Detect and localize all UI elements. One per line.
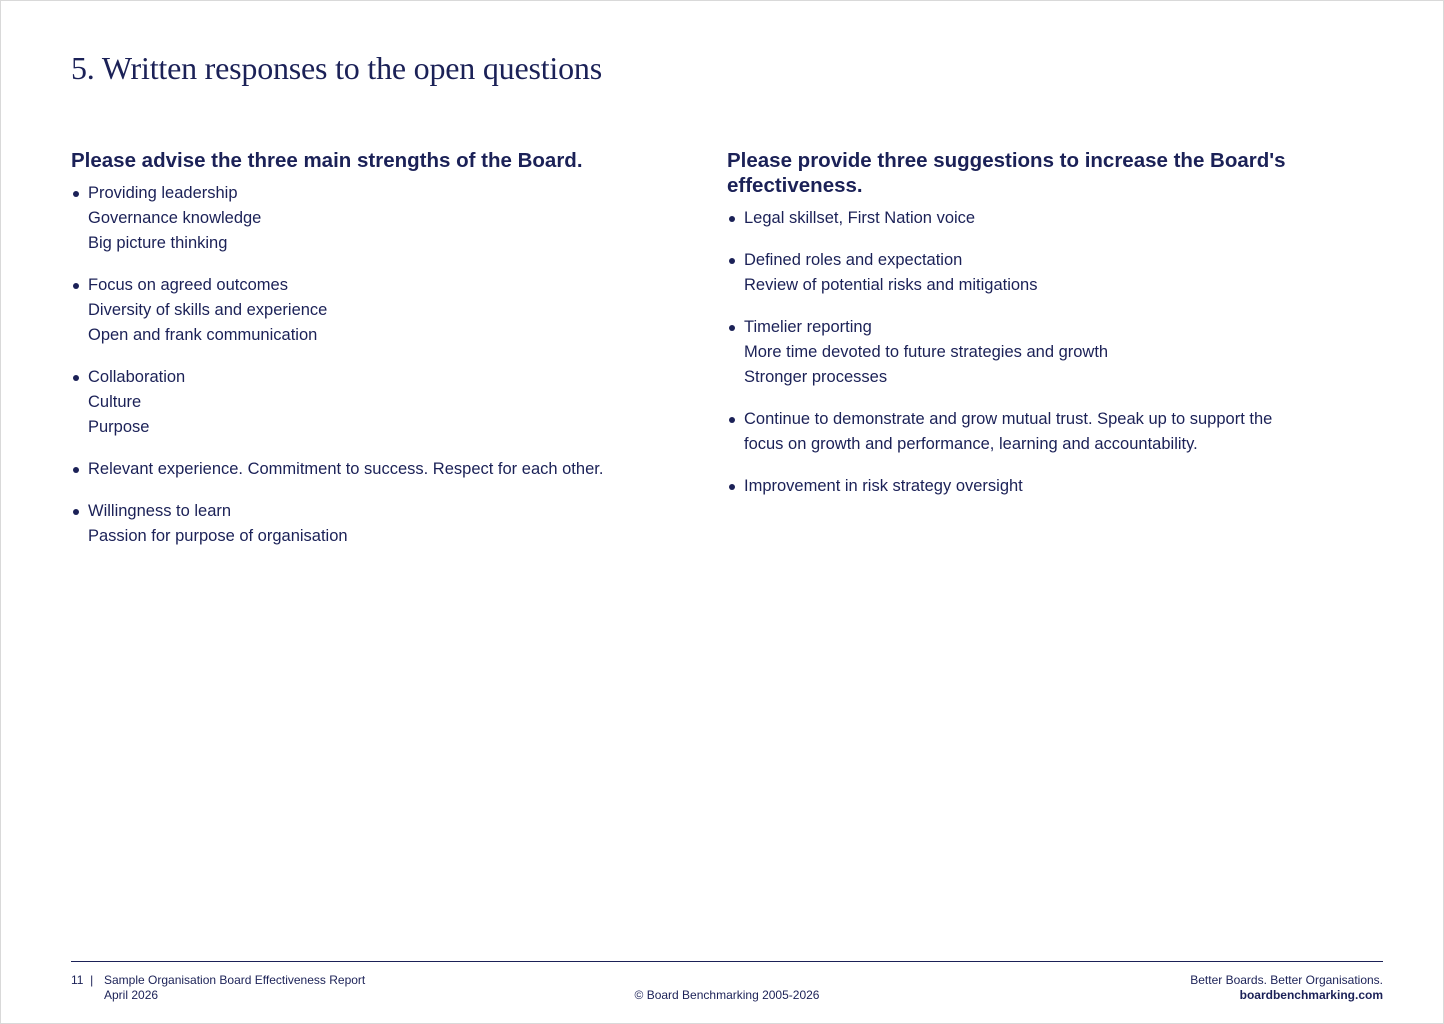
- response-line: Willingness to learn: [88, 502, 232, 520]
- strengths-answers-list: [71, 181, 661, 549]
- response-item: [71, 365, 661, 440]
- response-item: [727, 315, 1327, 390]
- response-line: Passion for purpose of organisation: [88, 527, 348, 545]
- response-item: [727, 407, 1327, 457]
- suggestions-question: Please provide three suggestions to increase the Board's effectiveness.: [727, 149, 1286, 197]
- suggestions-answers-list: [727, 206, 1327, 499]
- response-item: [727, 474, 1327, 499]
- response-line: Governance knowledge: [88, 209, 262, 227]
- response-line: Legal skillset, First Nation voice: [744, 209, 976, 227]
- response-line: Review of potential risks and mitigations: [744, 276, 1038, 294]
- response-item: [71, 499, 661, 549]
- footer-divider: [71, 961, 1383, 962]
- response-item: [727, 248, 1327, 298]
- response-line: Relevant experience. Commitment to success. Respect for each other.: [88, 460, 604, 478]
- response-line: Continue to demonstrate and grow mutual trust. Speak up to support the: [744, 410, 1273, 428]
- response-line: Big picture thinking: [88, 234, 228, 252]
- footer-copyright: © Board Benchmarking 2005-2026: [634, 988, 820, 1002]
- response-line: Stronger processes: [744, 368, 888, 386]
- response-line: Focus on agreed outcomes: [88, 276, 288, 294]
- report-name: Sample Organisation Board Effectiveness Report: [104, 973, 366, 987]
- response-item: [71, 457, 661, 482]
- page-number: 11 |: [71, 973, 94, 987]
- response-line: Diversity of skills and experience: [88, 301, 328, 319]
- response-item: [727, 206, 1327, 231]
- response-line: Purpose: [88, 418, 150, 436]
- strengths-question: Please advise the three main strengths of the Board.: [71, 149, 583, 172]
- slogan: Better Boards. Better Organisations.: [1190, 973, 1383, 987]
- response-line: focus on growth and performance, learning and accountability.: [744, 435, 1198, 453]
- response-line: Improvement in risk strategy oversight: [744, 477, 1023, 495]
- response-line: Culture: [88, 393, 142, 411]
- website-link[interactable]: boardbenchmarking.com: [1239, 988, 1383, 1002]
- response-line: Timelier reporting: [744, 318, 872, 336]
- suggestions-section: [727, 148, 1327, 516]
- response-line: Open and frank communication: [88, 326, 318, 344]
- response-item: [71, 273, 661, 348]
- strengths-section: [71, 148, 661, 566]
- response-line: Defined roles and expectation: [744, 251, 963, 269]
- response-item: [71, 181, 661, 256]
- response-line: Collaboration: [88, 368, 186, 386]
- footer-branding: [1190, 973, 1383, 1003]
- report-date: April 2026: [104, 988, 159, 1002]
- response-line: Providing leadership: [88, 184, 238, 202]
- page-title: 5. Written responses to the open questions: [71, 50, 602, 86]
- response-line: More time devoted to future strategies and growth: [744, 343, 1109, 361]
